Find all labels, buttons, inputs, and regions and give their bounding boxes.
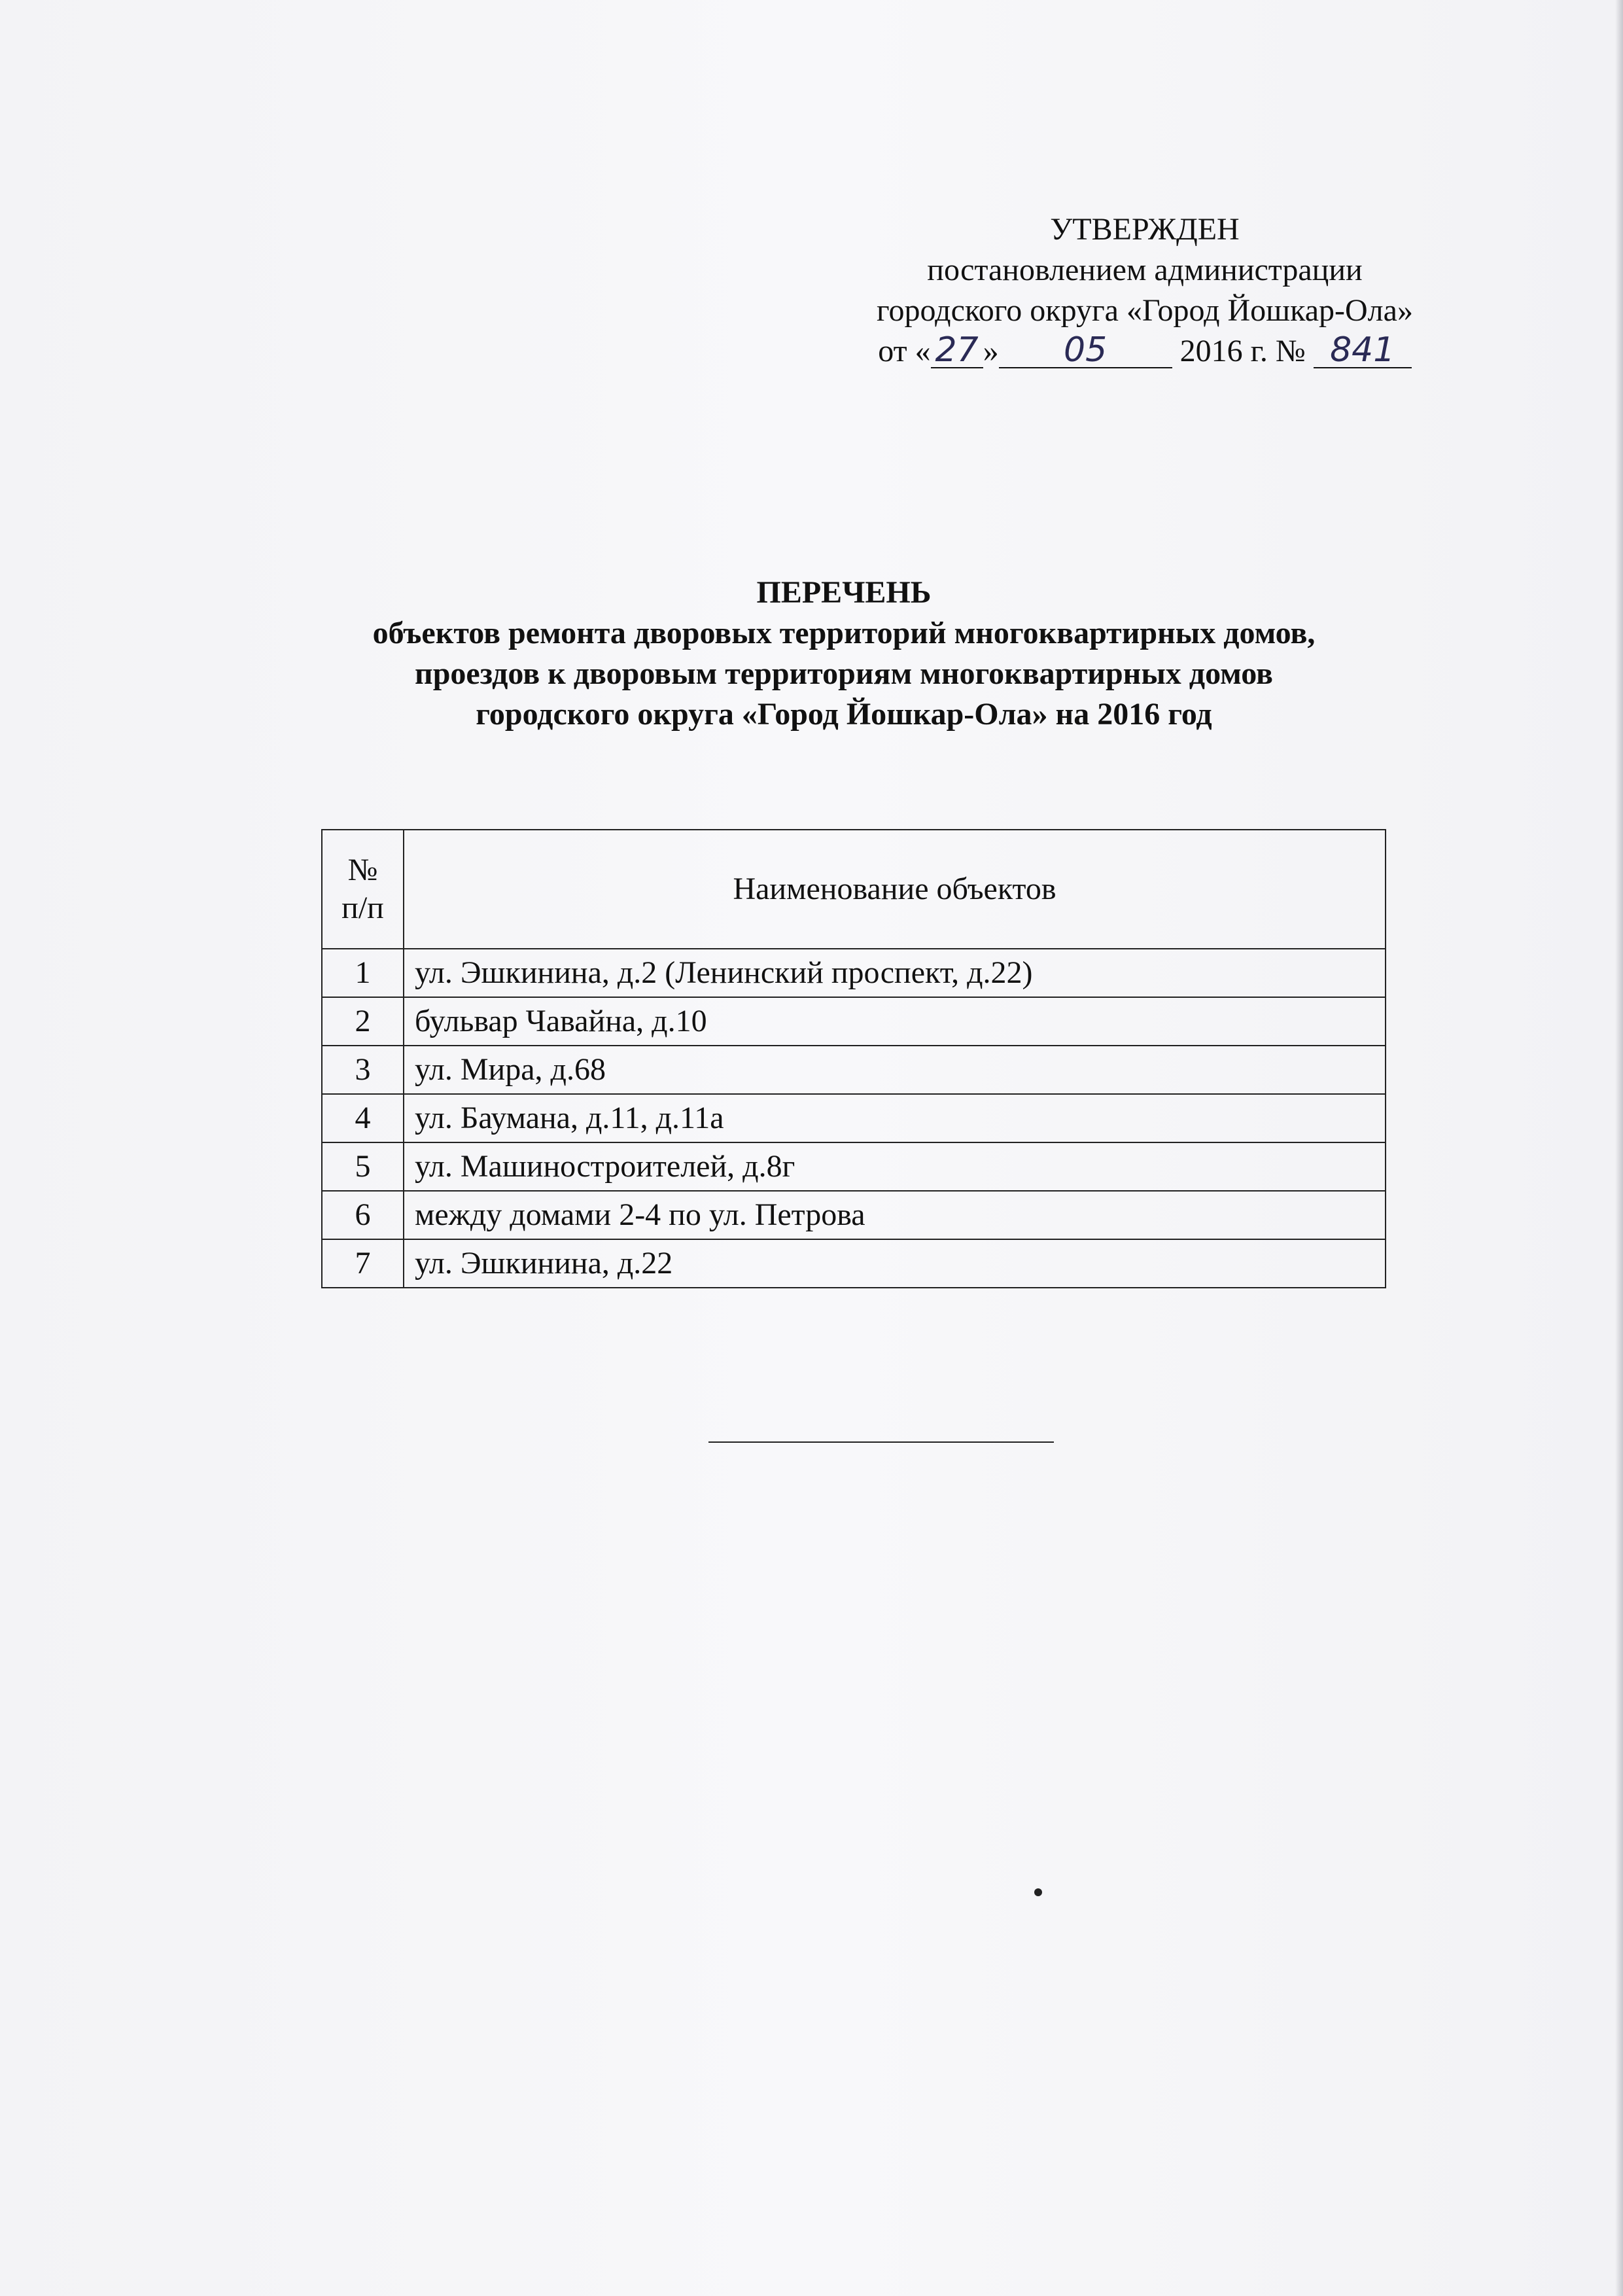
row-number: 1: [322, 949, 404, 997]
handwritten-day: 27: [931, 333, 983, 368]
row-number: 6: [322, 1191, 404, 1239]
table-row: [322, 1142, 1386, 1191]
document-subtitle-line-3: городского округа «Город Йошкар-Ола» на 2016 год: [476, 697, 1212, 732]
row-object-name: ул. Мира, д.68: [404, 1046, 1386, 1094]
approval-date-line: [772, 331, 1518, 372]
row-object-name: бульвар Чавайна, д.10: [404, 997, 1386, 1046]
row-number: 2: [322, 997, 404, 1046]
row-number: 3: [322, 1046, 404, 1094]
table-row: [322, 949, 1386, 997]
header-name-cell: Наименование объектов: [404, 830, 1386, 949]
table-row: [322, 1191, 1386, 1239]
header-number-symbol: №: [347, 853, 378, 887]
scan-speck: [1034, 1888, 1042, 1896]
header-number-abbrev: п/п: [341, 891, 384, 925]
page-edge-shadow: [1615, 0, 1623, 2296]
row-number: 7: [322, 1239, 404, 1288]
end-of-document-rule: [708, 1441, 1054, 1443]
handwritten-resolution-number: 841: [1314, 333, 1412, 368]
table-row: [322, 1046, 1386, 1094]
table-row: [322, 1094, 1386, 1142]
document-subtitle-line-2: проездов к дворовым территориям многоквартирных домов: [415, 656, 1273, 691]
document-heading: ПЕРЕЧЕНЬ: [756, 575, 932, 610]
approval-resolution-line: постановлением администрации: [927, 253, 1363, 287]
document-subtitle-line-1: объектов ремонта дворовых территорий многоквартирных домов,: [372, 616, 1316, 650]
row-object-name: ул. Баумана, д.11, д.11а: [404, 1094, 1386, 1142]
date-mid: »: [983, 334, 999, 368]
table-header-row: [322, 830, 1386, 949]
date-year-number-label: 2016 г. №: [1179, 334, 1306, 368]
date-prefix: от «: [878, 334, 931, 368]
handwritten-month: 05: [999, 333, 1172, 368]
row-number: 5: [322, 1142, 404, 1191]
approval-authority-line: городского округа «Город Йошкар-Ола»: [877, 293, 1413, 328]
objects-table: [321, 829, 1386, 1288]
approval-stamp-block: [772, 209, 1518, 372]
row-object-name: между домами 2-4 по ул. Петрова: [404, 1191, 1386, 1239]
table-row: [322, 1239, 1386, 1288]
row-object-name: ул. Машиностроителей, д.8г: [404, 1142, 1386, 1191]
row-object-name: ул. Эшкинина, д.2 (Ленинский проспект, д.22): [404, 949, 1386, 997]
header-number-cell: [322, 830, 404, 949]
approval-heading: УТВЕРЖДЕН: [1050, 212, 1240, 247]
row-number: 4: [322, 1094, 404, 1142]
document-title-block: [196, 573, 1492, 735]
row-object-name: ул. Эшкинина, д.22: [404, 1239, 1386, 1288]
table-row: [322, 997, 1386, 1046]
